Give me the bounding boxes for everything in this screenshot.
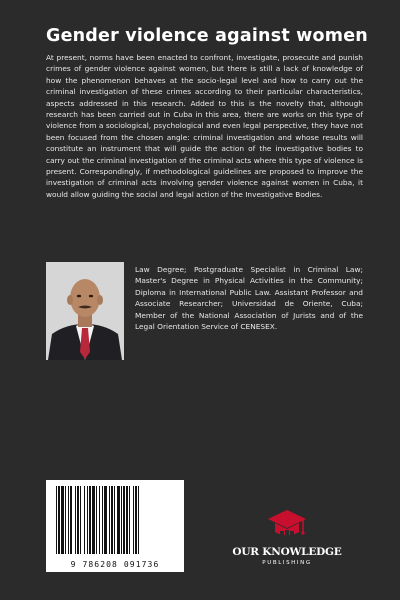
barcode-bar	[129, 486, 130, 554]
barcode-bar	[117, 486, 120, 554]
barcode-bar	[61, 486, 64, 554]
barcode-bar	[70, 486, 72, 554]
book-title: Gender violence against women	[46, 26, 368, 46]
barcode-bar	[65, 486, 66, 554]
barcode-bar	[135, 486, 137, 554]
barcode-bars	[54, 486, 176, 554]
barcode-bar	[68, 486, 69, 554]
barcode-bar	[77, 486, 79, 554]
barcode-bar	[102, 486, 103, 554]
barcode-bar	[56, 486, 57, 554]
isbn-barcode	[46, 480, 184, 572]
barcode-bar	[96, 486, 97, 554]
barcode-bar	[80, 486, 81, 554]
book-abstract: At present, norms have been enacted to confront, investigate, prosecute and punish crimes of gender violence against women, but there is still a lack of knowledge of how the phenomenon behaves at the socio-legal level and how to carry out the criminal investigation of these crimes according to their particular characteristics, aspects addressed in this research. Added to this is the novelty that, although research has been carried out in Cuba in this area, there are works on this type of violence from a sociological, psychological and even legal perspective, they have not been focused from the chosen angle: criminal investigation and whose results will constitute an instrument that will guide the action of the investigative bodies to carry out the criminal investigation of the criminal acts where this type of violence is present. Correspondingly, if methodological guidelines are proposed to improve the investigation of criminal acts involving gender violence against women in Cuba, it would allow guiding the social and legal action of the Investigative Bodies.	[46, 53, 363, 199]
barcode-bar	[75, 486, 76, 554]
barcode-bar	[123, 486, 125, 554]
barcode-bar	[111, 486, 113, 554]
barcode-bar	[109, 486, 110, 554]
barcode-bar	[87, 486, 88, 554]
barcode-bar	[104, 486, 107, 554]
barcode-bar	[84, 486, 85, 554]
isbn-number: 9 786208 091736	[70, 560, 160, 569]
author-bio: Law Degree; Postgraduate Specialist in Criminal Law; Master's Degree in Physical Activities in the Community; Diploma in International Public Law. Assistant Professor and Associate Researcher; Universidad de Oriente, Cuba; Member of the National Association of Jurists and of the Legal Orientation Service of CENESEX.	[135, 265, 363, 332]
barcode-bar	[138, 486, 139, 554]
publisher-logo	[232, 508, 342, 568]
barcode-bar	[126, 486, 128, 554]
author-photo	[46, 262, 124, 360]
barcode-bar	[58, 486, 60, 554]
publisher-subtitle: PUBLISHING	[262, 560, 312, 566]
graduation-cap-icon	[267, 508, 307, 542]
barcode-bar	[133, 486, 134, 554]
barcode-bar	[121, 486, 122, 554]
author-portrait-image	[46, 262, 124, 360]
barcode-bar	[114, 486, 115, 554]
barcode-bar	[92, 486, 95, 554]
barcode-bar	[89, 486, 91, 554]
barcode-bar	[99, 486, 100, 554]
publisher-name: OUR KNOWLEDGE	[232, 546, 342, 558]
